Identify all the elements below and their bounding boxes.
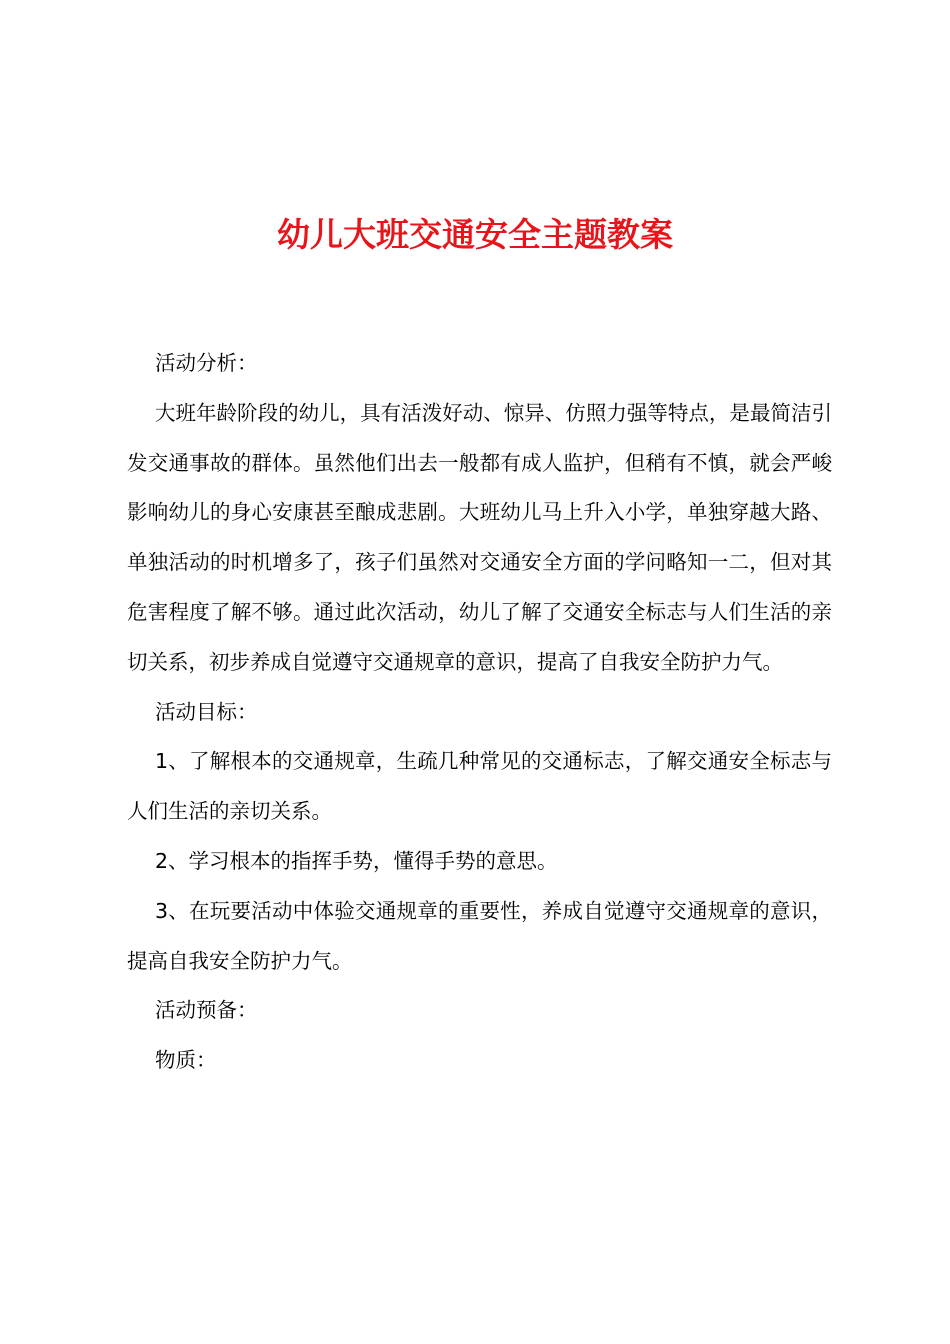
section-heading-preparation: 活动预备： (155, 998, 258, 1023)
document-title: 幼儿大班交通安全主题教案 (277, 215, 673, 254)
goal-item-3: 3、在玩要活动中体验交通规章的重要性，养成自觉遵守交通规章的意识，提高自我安全防护力气。 (127, 898, 832, 973)
goal-item-1: 1、了解根本的交通规章，生疏几种常见的交通标志，了解交通安全标志与人们生活的亲切关系。 (127, 749, 832, 824)
analysis-paragraph: 大班年龄阶段的幼儿，具有活泼好动、惊异、仿照力强等特点，是最简洁引发交通事故的群体。虽然他们出去一般都有成人监护，但稍有不慎，就会严峻影响幼儿的身心安康甚至酿成悲剧。大班幼儿马上升入小学，单独穿越大路、单独活动的时机增多了，孩子们虽然对交通安全方面的学问略知一二，但对其危害程度了解不够。通过此次活动，幼儿了解了交通安全标志与人们生活的亲切关系，初步养成自觉遵守交通规章的意识，提高了自我安全防护力气。 (127, 400, 832, 674)
section-heading-goals: 活动目标： (155, 699, 258, 724)
section-heading-analysis: 活动分析： (155, 351, 258, 375)
document-body (127, 339, 832, 1086)
preparation-materials-label: 物质： (155, 1048, 217, 1073)
goal-item-2: 2、学习根本的指挥手势，懂得手势的意思。 (155, 848, 558, 873)
